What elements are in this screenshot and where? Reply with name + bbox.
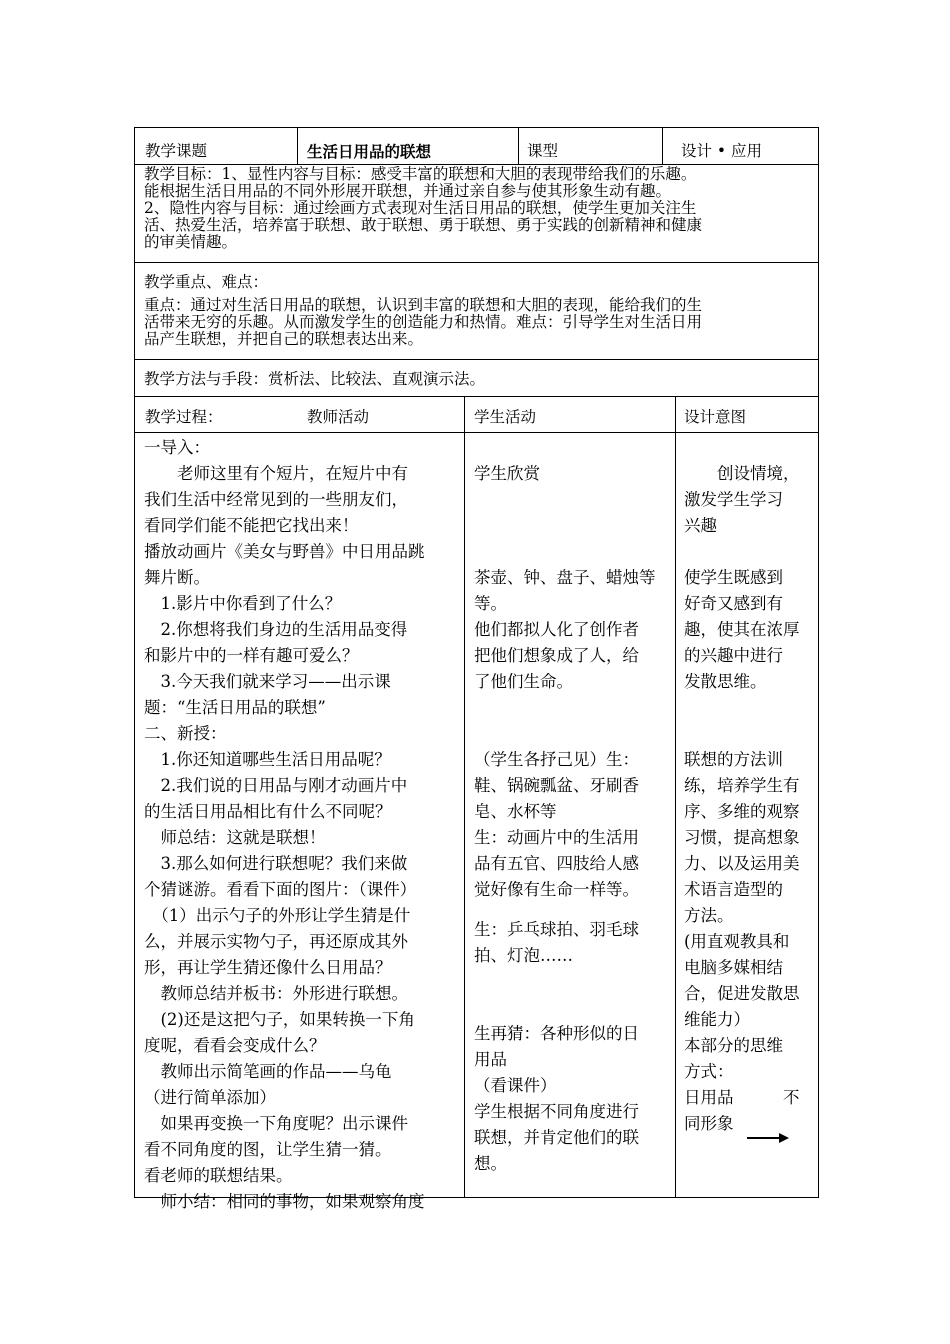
intent-block: [684, 565, 800, 695]
key-points: [144, 274, 702, 348]
student-line: 生：乒乓球拍、羽毛球: [474, 920, 639, 939]
teacher-line: 度呢，看看会变成什么？: [144, 1036, 326, 1055]
teacher-activity-header: 教师活动: [307, 408, 370, 426]
col-divider: [675, 396, 676, 1197]
student-line: 想。: [474, 1154, 507, 1173]
intent-line: 序、多维的观察: [684, 802, 800, 821]
col-divider: [662, 128, 663, 164]
student-line: 鞋、锅碗瓢盆、牙刷香: [474, 776, 639, 795]
student-block: [474, 747, 639, 903]
student-line: 学生根据不同角度进行: [474, 1102, 639, 1121]
teacher-line: 师总结：这就是联想！: [144, 828, 326, 847]
teacher-line: 2.我们说的日用品与刚才动画片中: [144, 776, 408, 795]
student-activity-header: 学生活动: [474, 408, 537, 426]
intent-line: 的兴趣中进行: [684, 646, 783, 665]
student-line: （学生各抒己见）生：: [474, 750, 639, 769]
teacher-line: （1）出示勺子的外形让学生猜是什: [144, 906, 411, 925]
intent-block: [684, 1085, 800, 1137]
topic-label: 教学课题: [145, 142, 208, 160]
goals-line: 能根据生活日用品的不同外形展开联想，并通过亲自参与使其形象生动有趣。: [144, 182, 672, 200]
teacher-line: 播放动画片《美女与野兽》中日用品跳: [144, 542, 425, 561]
teacher-line: 3.那么如何进行联想呢？我们来做: [144, 854, 408, 873]
goals-line: 活、热爱生活，培养富于联想、敢于联想、勇于联想、勇于实践的创新精神和健康: [144, 216, 703, 234]
goals-line: 2、隐性内容与目标：通过绘画方式表现对生活日用品的联想，使学生更加关注生: [144, 199, 697, 217]
student-line: 生再猜：各种形似的日: [474, 1024, 639, 1043]
key-points-title: 教学重点、难点：: [144, 273, 269, 291]
row-divider: [135, 262, 818, 263]
student-line: 等。: [474, 594, 507, 613]
teacher-line: 1.影片中你看到了什么？: [144, 594, 342, 613]
student-line: （看课件）: [474, 1076, 557, 1095]
intent-line: 本部分的思维: [684, 1036, 783, 1055]
intent-line: 同形象: [684, 1114, 734, 1133]
teacher-line: 教师总结并板书：外形进行联想。: [144, 984, 408, 1003]
intent-line: 趣，使其在浓厚: [684, 620, 800, 639]
student-block: [474, 565, 656, 695]
col-divider: [518, 128, 519, 164]
student-line: 茶壶、钟、盘子、蜡烛等: [474, 568, 656, 587]
teacher-line: 教师出示简笔画的作品——乌龟: [144, 1062, 392, 1081]
intent-block: [684, 747, 800, 1085]
teacher-line: 个猜谜游。看看下面的图片：（课件）: [144, 880, 417, 899]
intent-line: 激发学生学习: [684, 490, 783, 509]
row-divider: [135, 432, 818, 433]
intent-line: 好奇又感到有: [684, 594, 783, 613]
student-line: 用品: [474, 1050, 507, 1069]
intent-line: 力、以及运用美: [684, 854, 800, 873]
teacher-line: 老师这里有个短片，在短片中有: [144, 464, 408, 483]
type-label: 课型: [527, 142, 559, 160]
teaching-methods: 教学方法与手段：赏析法、比较法、直观演示法。: [144, 370, 486, 388]
intent-line: 日用品 不: [684, 1088, 800, 1107]
teacher-activity-column: [144, 435, 459, 1215]
right-arrow-icon: [747, 1132, 789, 1144]
teacher-line: 和影片中的一样有趣可爱么？: [144, 646, 359, 665]
teacher-line: 我们生活中经常见到的一些朋友们，: [144, 490, 408, 509]
teacher-line: 的生活日用品相比有什么不同呢？: [144, 802, 392, 821]
teacher-line: 看老师的联想结果。: [144, 1166, 293, 1185]
intent-line: 方式：: [684, 1062, 734, 1081]
student-block: [474, 461, 540, 487]
intent-line: (用直观教具和: [684, 932, 790, 951]
intent-line: 电脑多媒相结: [684, 958, 783, 977]
intent-line: 使学生既感到: [684, 568, 783, 587]
intent-line: 习惯，提高想象: [684, 828, 800, 847]
intent-line: 术语言造型的: [684, 880, 783, 899]
intent-line: 联想的方法训: [684, 750, 783, 769]
teacher-line: 师小结：相同的事物，如果观察角度: [144, 1192, 425, 1211]
student-line: 品有五官、四肢给人感: [474, 854, 639, 873]
goals-line: 教学目标：1、显性内容与目标：感受丰富的联想和大胆的表现带给我们的乐趣。: [144, 165, 697, 183]
teacher-line: 舞片断。: [144, 568, 210, 587]
type-value: 设计 • 应用: [681, 142, 762, 160]
teacher-line: 二、新授：: [144, 724, 227, 743]
teacher-line: 形，再让学生猜还像什么日用品？: [144, 958, 392, 977]
process-label: 教学过程：: [145, 408, 223, 426]
intent-block: [684, 461, 800, 539]
student-block: [474, 1021, 639, 1177]
design-intent-header: 设计意图: [684, 408, 747, 426]
student-line: 把他们想象成了人，给: [474, 646, 639, 665]
teacher-line: (2)还是这把勺子，如果转换一下角: [144, 1010, 415, 1029]
teacher-line: 看不同角度的图，让学生猜一猜。: [144, 1140, 392, 1159]
intent-line: 兴趣: [684, 516, 717, 535]
student-line: 皂、水杯等: [474, 802, 557, 821]
teacher-line: （进行简单添加）: [144, 1088, 276, 1107]
intent-line: 维能力）: [684, 1010, 750, 1029]
lesson-plan-table: [134, 127, 819, 1211]
student-line: 联想，并肯定他们的联: [474, 1128, 639, 1147]
student-line: 拍、灯泡……: [474, 946, 573, 965]
col-divider: [297, 128, 298, 164]
key-points-line: 品产生联想，并把自己的联想表达出来。: [144, 330, 424, 348]
row-divider: [135, 396, 818, 397]
teacher-line: 2.你想将我们身边的生活用品变得: [144, 620, 408, 639]
student-block: [474, 917, 639, 969]
student-line: 觉好像有生命一样等。: [474, 880, 639, 899]
teacher-line: 看同学们能不能把它找出来！: [144, 516, 359, 535]
teacher-line: 如果再变换一下角度呢？出示课件: [144, 1114, 408, 1133]
intent-line: 创设情境，: [684, 464, 800, 483]
key-points-line: 活带来无穷的乐趣。从而激发学生的创造能力和热情。难点：引导学生对生活日用: [144, 313, 703, 331]
key-points-line: 重点：通过对生活日用品的联想，认识到丰富的联想和大胆的表现，能给我们的生: [144, 296, 703, 314]
intent-line: 合，促进发散思: [684, 984, 800, 1003]
student-line: 学生欣赏: [474, 464, 540, 483]
student-line: 他们都拟人化了创作者: [474, 620, 639, 639]
teacher-line: 一导入：: [144, 438, 210, 457]
teacher-line: 3.今天我们就来学习——出示课: [144, 672, 391, 691]
col-divider: [464, 396, 465, 1197]
topic-value: 生活日用品的联想: [307, 142, 432, 161]
teacher-line: 题：“生活日用品的联想”: [144, 698, 326, 717]
student-line: 了他们生命。: [474, 672, 573, 691]
row-divider: [135, 359, 818, 360]
intent-line: 方法。: [684, 906, 734, 925]
intent-line: 练，培养学生有: [684, 776, 800, 795]
teaching-goals: [144, 166, 702, 251]
intent-line: 发散思维。: [684, 672, 767, 691]
teacher-line: 么，并展示实物勺子，再还原成其外: [144, 932, 408, 951]
teacher-line: 1.你还知道哪些生活日用品呢？: [144, 750, 391, 769]
student-line: 生：动画片中的生活用: [474, 828, 639, 847]
goals-line: 的审美情趣。: [144, 233, 238, 251]
